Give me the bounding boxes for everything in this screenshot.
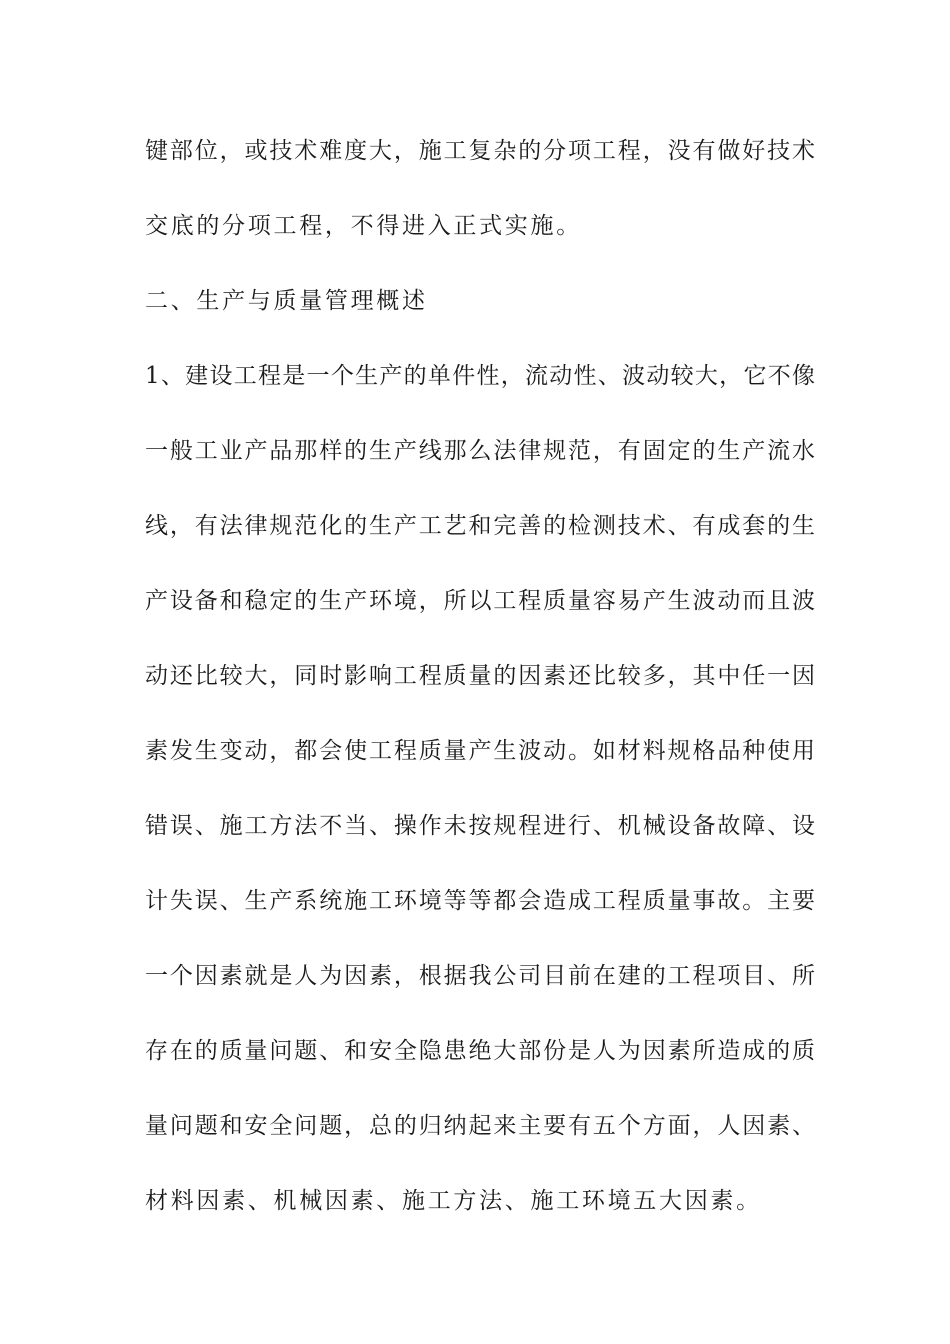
paragraph-line: 交底的分项工程，不得进入正式实施。 (145, 213, 582, 239)
paragraph-line: 错误、施工方法不当、操作未按规程进行、机械设备故障、设 (145, 813, 815, 839)
paragraph-line: 素发生变动，都会使工程质量产生波动。如材料规格品种使用 (145, 738, 815, 764)
paragraph-line: 线，有法律规范化的生产工艺和完善的检测技术、有成套的生 (145, 513, 815, 539)
paragraph-line: 存在的质量问题、和安全隐患绝大部份是人为因素所造成的质 (145, 1038, 815, 1064)
paragraph-line: 量问题和安全问题，总的归纳起来主要有五个方面，人因素、 (145, 1113, 815, 1139)
paragraph-line: 计失误、生产系统施工环境等等都会造成工程质量事故。主要 (145, 888, 815, 914)
paragraph-line: 1、建设工程是一个生产的单件性，流动性、波动较大，它不像 (145, 363, 815, 389)
paragraph-line: 键部位，或技术难度大，施工复杂的分项工程，没有做好技术 (145, 138, 815, 164)
paragraph-line: 一般工业产品那样的生产线那么法律规范，有固定的生产流水 (145, 438, 815, 464)
paragraph-line: 材料因素、机械因素、施工方法、施工环境五大因素。 (145, 1188, 762, 1214)
section-heading: 二、生产与质量管理概述 (145, 288, 428, 314)
paragraph-line: 动还比较大，同时影响工程质量的因素还比较多，其中任一因 (145, 663, 815, 689)
paragraph-line: 产设备和稳定的生产环境，所以工程质量容易产生波动而且波 (145, 588, 815, 614)
paragraph-line: 一个因素就是人为因素，根据我公司目前在建的工程项目、所 (145, 963, 815, 989)
